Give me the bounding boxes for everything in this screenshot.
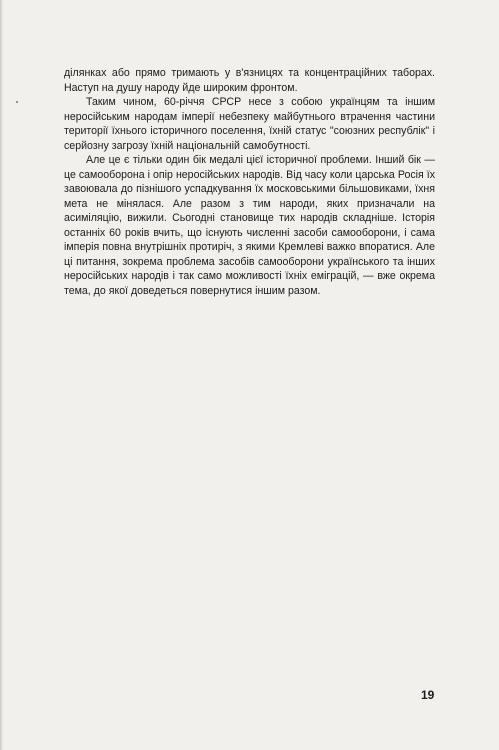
paragraph-3: Але це є тільки один бік медалі цієї історичної проблеми. Інший бік — це самооборона і опір неросійських народів. Від часу коли царська Росія їх завоювала до пізнішого успадкування їх московськими більшовиками, їхня мета не мінялася. Але разом з тим народи, яких призначали на асиміляцію, вижили. Сьогодні становище тих народів складніше. Історія останніх 60 років вчить, що існують численні засоби самооборони, і сама імперія повна внутрішніх протиріч, з якими Кремлеві важко впоратися. Але ці питання, зокрема проблема засобів самооборони українського та інших неросійських народів і так само можливості їхніх еміграцій, — вже окрема тема, до якої доведеться повернутися іншим разом.: [64, 154, 435, 297]
page-number: 19: [421, 688, 435, 702]
body-text: [64, 66, 435, 298]
paragraph-2: Таким чином, 60-річчя СРСР несе з собою українцям та іншим неросійським народам імперії небезпеку майбутнього втрачення частини території їхнього історичного поселення, їхній статус "союзних республік" і серйозну загрозу їхній національній самобутності.: [64, 96, 435, 152]
ink-speck: [16, 101, 18, 103]
page-edge: [0, 0, 3, 750]
paragraph-1: ділянках або прямо тримають у в'язницях та концентраційних таборах. Наступ на душу народу йде широким фронтом.: [64, 67, 435, 94]
